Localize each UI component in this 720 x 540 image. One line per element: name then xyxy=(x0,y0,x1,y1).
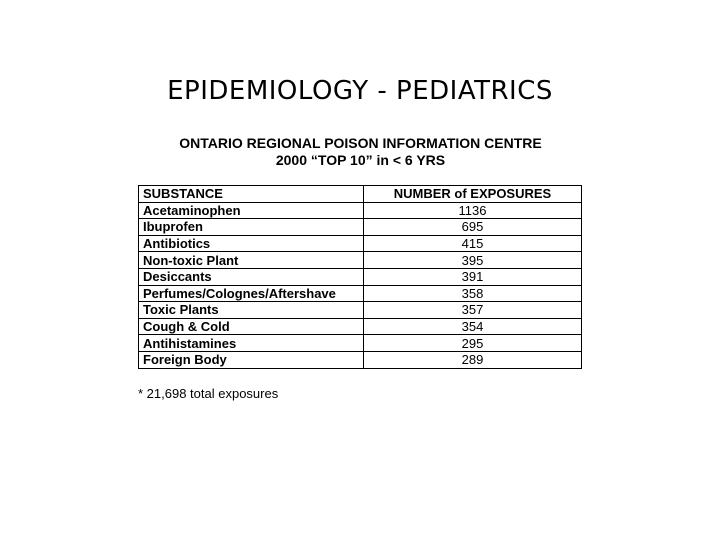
heading-line-2: 2000 “TOP 10” in < 6 YRS xyxy=(275,152,446,168)
exposures-cell: 354 xyxy=(364,318,582,335)
header-exposures: NUMBER of EXPOSURES xyxy=(364,186,582,203)
exposures-table xyxy=(138,185,582,369)
table-row xyxy=(139,318,582,335)
table-row xyxy=(139,235,582,252)
substance-cell: Antihistamines xyxy=(139,335,364,352)
table-header-row xyxy=(139,186,582,203)
exposures-cell: 395 xyxy=(364,252,582,269)
exposures-cell: 357 xyxy=(364,302,582,319)
header-substance: SUBSTANCE xyxy=(139,186,364,203)
exposures-cell: 358 xyxy=(364,285,582,302)
table-row xyxy=(139,202,582,219)
substance-cell: Acetaminophen xyxy=(139,202,364,219)
substance-cell: Antibiotics xyxy=(139,235,364,252)
substance-cell: Toxic Plants xyxy=(139,302,364,319)
total-exposures-footnote: * 21,698 total exposures xyxy=(138,386,279,401)
substance-cell: Desiccants xyxy=(139,268,364,285)
exposures-cell: 289 xyxy=(364,351,582,368)
exposures-cell: 391 xyxy=(364,268,582,285)
exposures-cell: 415 xyxy=(364,235,582,252)
exposures-cell: 695 xyxy=(364,219,582,236)
substance-cell: Foreign Body xyxy=(139,351,364,368)
slide-title: EPIDEMIOLOGY - PEDIATRICS xyxy=(167,76,553,106)
table-row xyxy=(139,285,582,302)
substance-cell: Cough & Cold xyxy=(139,318,364,335)
table-row xyxy=(139,335,582,352)
exposures-cell: 295 xyxy=(364,335,582,352)
table-row xyxy=(139,302,582,319)
table-row xyxy=(139,252,582,269)
heading-line-1: ONTARIO REGIONAL POISON INFORMATION CENTRE xyxy=(179,135,542,151)
table-heading xyxy=(138,135,583,169)
table-row xyxy=(139,351,582,368)
table-row xyxy=(139,219,582,236)
substance-cell: Non-toxic Plant xyxy=(139,252,364,269)
table-row xyxy=(139,268,582,285)
substance-cell: Perfumes/Colognes/Aftershave xyxy=(139,285,364,302)
exposures-cell: 1136 xyxy=(364,202,582,219)
substance-cell: Ibuprofen xyxy=(139,219,364,236)
